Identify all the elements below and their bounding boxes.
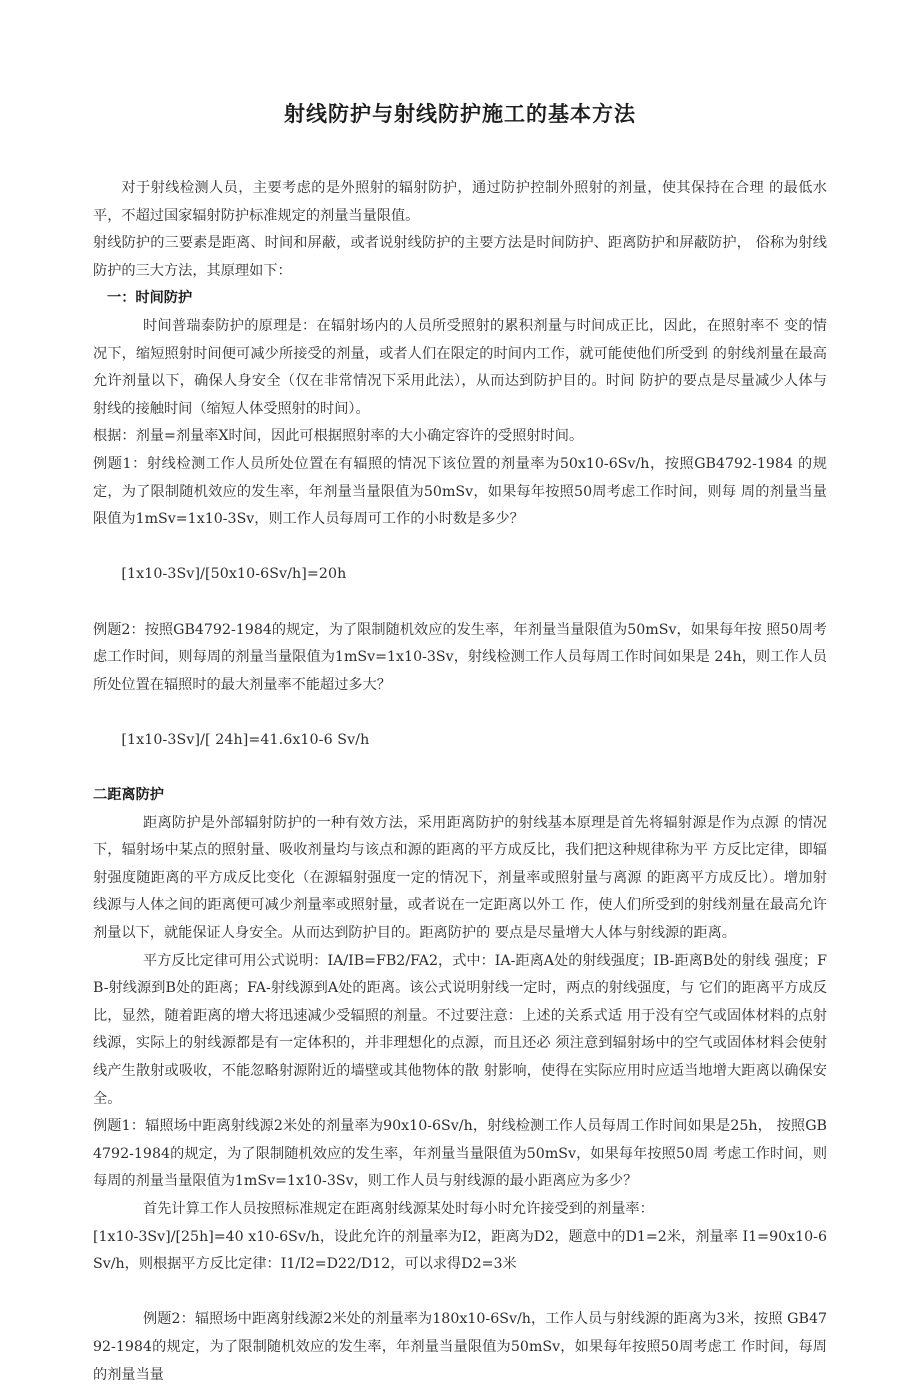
section2-example1-formula: [1x10-3Sv]/[25h]=40 x10-6Sv/h，设此允许的剂量率为I2，距离为D2，题意中的D1=2米，剂量率 I1=90x10-6Sv/h，则根据平方反比定律：I1/I2=D22/D12，可以求得D2=3米 <box>93 1228 827 1273</box>
spacer-a <box>93 534 827 562</box>
section1-paragraph-1: 时间普瑞泰防护的原理是：在辐射场内的人员所受照射的累积剂量与时间成正比，因此，在照射率不 变的情况下，缩短照射时间便可减少所接受的剂量，或者人们在限定的时间内工作，就可能使他们所受到 的射线剂量在最高允许剂量以下，确保人身安全（仅在非常情况下采用此法），从而达到防护目的。时间 防护的要点是尽量减少人体与射线的接触时间（缩短人体受照射的时间）。 <box>93 317 827 417</box>
title-spacer <box>93 129 827 175</box>
section2-example1-step-intro: 首先计算工作人员按照标准规定在距离射线源某处时每小时允许接受到的剂量率： <box>143 1200 654 1217</box>
section2-paragraph-2: 平方反比定律可用公式说明：IA/IB=FB2/FA2，式中：IA-距离A处的射线强度；IB-距离B处的射线 强度；FB-射线源到B处的距离；FA-射线源到A处的距离。该公式说明射线一定时，两点的射线强度，与 它们的距离平方成反比，显然，随着距离的增大将迅速减少受辐照的剂量。不过要注意：上述的关系式适 用于没有空气或固体材料的点射线源，实际上的射线源都是有一定体积的，并非理想化的点源，而且还必 须注意到辐射场中的空气或固体材料会使射线产生散射或吸收，不能忽略射源附近的墙壁或其他物体的散 射影响，使得在实际应用时应适当地增大距离以确保安全。 <box>93 952 827 1107</box>
section1-example1-formula: [1x10-3Sv]/[50x10-6Sv/h]=20h <box>121 566 347 583</box>
section-heading-time-protection: 一：时间防护 <box>107 290 193 307</box>
intro-paragraph-1: 对于射线检测人员，主要考虑的是外照射的辐射防护，通过防护控制外照射的剂量，使其保持在合理 的最低水平，不超过国家辐射防护标准规定的剂量当量限值。 <box>93 180 827 224</box>
spacer-e <box>93 1279 827 1307</box>
document-body <box>93 0 827 1389</box>
section1-example2-question: 例题2：按照GB4792-1984的规定，为了限制随机效应的发生率，年剂量当量限值为50mSv，如果每年按 照50周考虑工作时间，则每周的剂量当量限值为1mSv=1x10-3Sv，射线检测工作人员每周工作时间如果是 24h，则工作人员所处位置在辐照时的最大剂量率不能超过多大？ <box>93 621 827 693</box>
spacer-c <box>93 699 827 727</box>
section1-example1-question: 例题1：射线检测工作人员所处位置在有辐照的情况下该位置的剂量率为50x10-6Sv/h，按照GB4792-1984 的规定，为了限制随机效应的发生率，年剂量当量限值为50mSv，如果每年按照50周考虑工作时间，则每 周的剂量当量限值为1mSv=1x10-3Sv，则工作人员每周可工作的小时数是多少？ <box>93 455 827 528</box>
section-heading-distance-protection: 二距离防护 <box>93 787 164 804</box>
section2-example2-question: 例题2：辐照场中距离射线源2米处的剂量率为180x10-6Sv/h，工作人员与射线源的距离为3米，按照 GB4792-1984的规定，为了限制随机效应的发生率，年剂量当量限值为50mSv，如果每年按照50周考虑工 作时间，每周的剂量当量 <box>93 1311 827 1383</box>
section2-example1-question: 例题1：辐照场中距离射线源2米处的剂量率为90x10-6Sv/h，射线检测工作人员每周工作时间如果是25h， 按照GB4792-1984的规定，为了限制随机效应的发生率，年剂量当量限值为50mSv，如果每年按照50周 考虑工作时间，则每周的剂量当量限值为1mSv=1x10-3Sv，则工作人员与射线源的最小距离应为多少？ <box>93 1118 828 1190</box>
section2-paragraph-1: 距离防护是外部辐射防护的一种有效方法，采用距离防护的射线基本原理是首先将辐射源是作为点源 的情况下，辐射场中某点的照射量、吸收剂量均与该点和源的距离的平方成反比，我们把这种规律称为平 方反比定律，即辐射强度随距离的平方成反比变化（在源辐射强度一定的情况下，剂量率或照射量与离源 的距离平方成反比）。增加射线源与人体之间的距离便可减少剂量率或照射量，或者说在一定距离以外工 作，使人们所受到的射线剂量在最高允许剂量以下，就能保证人身安全。从而达到防护目的。距离防护的 要点是尽量增大人体与射线源的距离。 <box>93 814 827 942</box>
spacer-d <box>93 754 827 782</box>
section1-example2-formula: [1x10-3Sv]/[ 24h]=41.6x10-6 Sv/h <box>121 731 370 748</box>
section1-basis-line: 根据：剂量=剂量率X时间，因此可根据照射率的大小确定容许的受照射时间。 <box>93 428 584 445</box>
intro-paragraph-2: 射线防护的三要素是距离、时间和屏蔽，或者说射线防护的主要方法是时间防护、距离防护和屏蔽防护， 俗称为射线防护的三大方法，其原理如下： <box>93 235 827 279</box>
spacer-b <box>93 589 827 617</box>
page-title: 射线防护与射线防护施工的基本方法 <box>284 101 636 126</box>
